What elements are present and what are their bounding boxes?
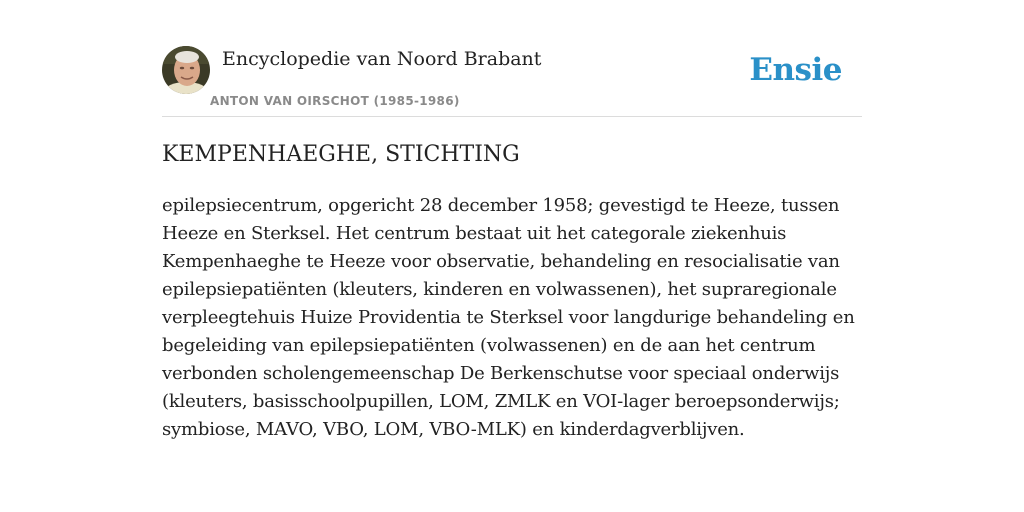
entry-title: KEMPENHAEGHE, STICHTING	[162, 142, 520, 167]
entry-body-text: epilepsiecentrum, opgericht 28 december 1958; gevestigd te Heeze, tussen Heeze en Sterksel. Het centrum bestaat uit het categorale ziekenhuis Kempenhaeghe te Heeze voor observatie, behandeling en resocialisatie van epilepsiepatiënten (kleuters, kinderen en volwassenen), het supraregionale verpleegtehuis Huize Providentia te Sterksel voor langdurige behandeling en begeleiding van epilepsiepatiënten (volwassenen) en de aan het centrum verbonden scholengemeenschap De Berkenschutse voor speciaal onderwijs (kleuters, basisschoolpupillen, LOM, ZMLK en VOI-lager beroepsonderwijs; symbiose, MAVO, VBO, LOM, VBO-MLK) en kinderdagverblijven.	[162, 195, 855, 440]
source-header	[162, 46, 862, 117]
ensie-logo-link[interactable]: Ensie	[749, 52, 842, 88]
author-portrait-image	[162, 46, 210, 94]
source-title-link[interactable]: Encyclopedie van Noord Brabant	[222, 48, 542, 70]
author-avatar	[162, 46, 210, 94]
source-author: ANTON VAN OIRSCHOT (1985-1986)	[210, 94, 460, 108]
